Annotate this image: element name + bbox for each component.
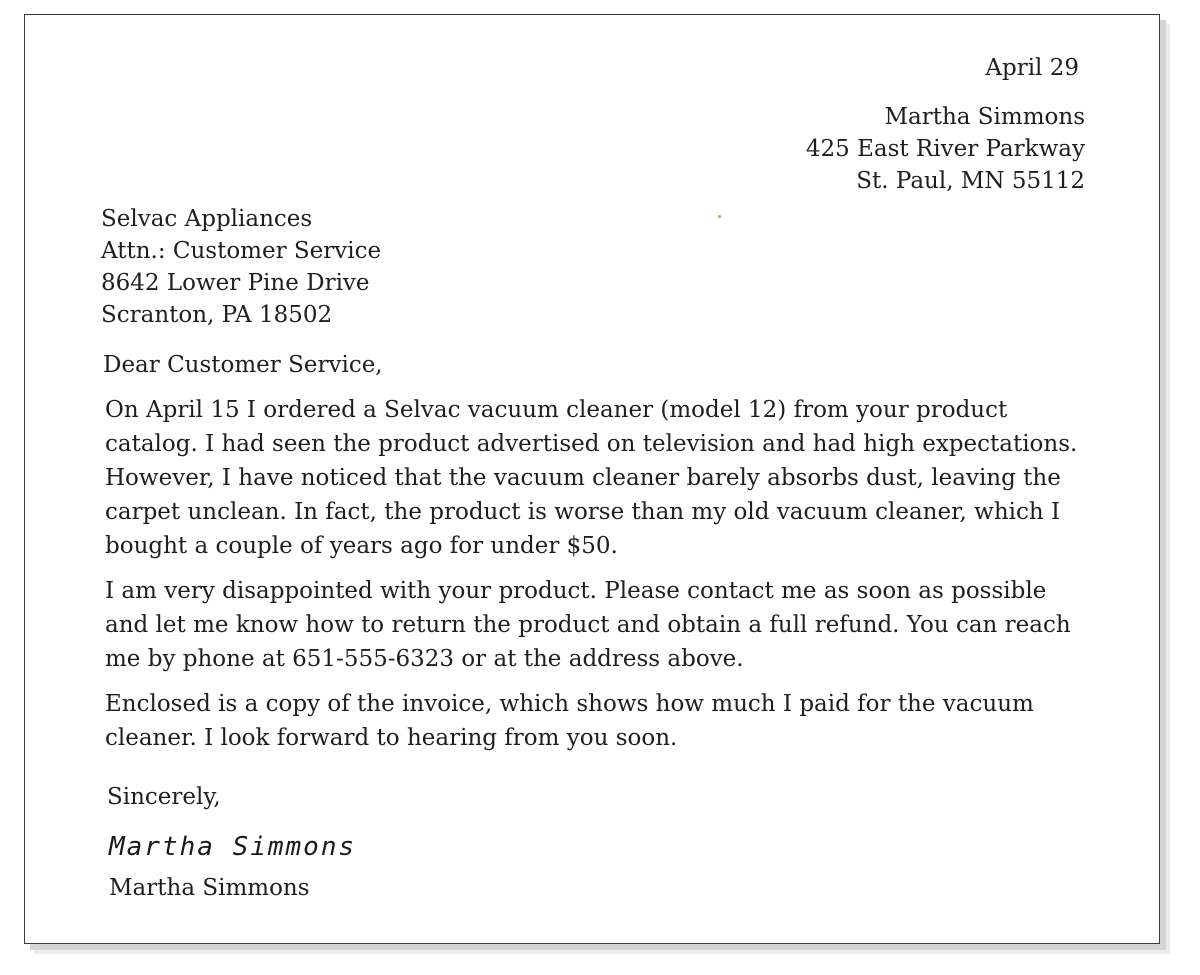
body-paragraph-3: Enclosed is a copy of the invoice, which shows how much I paid for the vacuum cleaner. I look forward to hearing from you soon. [105, 691, 1034, 751]
sender-name: Martha Simmons [884, 104, 1085, 130]
letter-sheet [24, 14, 1160, 944]
recipient-city-line: Scranton, PA 18502 [101, 302, 333, 328]
recipient-company: Selvac Appliances [101, 206, 313, 232]
closing: Sincerely, [107, 784, 221, 810]
recipient-street: 8642 Lower Pine Drive [101, 270, 370, 296]
paper-speck [718, 215, 721, 218]
salutation: Dear Customer Service, [103, 352, 383, 378]
sender-street: 425 East River Parkway [805, 136, 1085, 162]
signature-text: Martha Simmons [109, 832, 357, 862]
printed-name: Martha Simmons [109, 875, 310, 901]
body-paragraph-1: On April 15 I ordered a Selvac vacuum cleaner (model 12) from your product catalog. I had seen the product advertised on television and had high expectations. However, I have noticed that the vacuum cleaner barely absorbs dust, leaving the carpet unclean. In fact, the product is worse than my old vacuum cleaner, which I bought a couple of years ago for under $50. [105, 397, 1078, 559]
sender-city-line: St. Paul, MN 55112 [856, 168, 1085, 194]
handwritten-signature [107, 823, 437, 867]
sender-address [806, 101, 1085, 197]
recipient-attention: Attn.: Customer Service [101, 238, 382, 264]
body-paragraph-2: I am very disappointed with your product. Please contact me as soon as possible and let me know how to return the product and obtain a full refund. You can reach me by phone at 651-555-6323 or at the address above. [105, 578, 1071, 672]
letter-body [105, 393, 1090, 766]
letter-date: April 29 [985, 55, 1079, 81]
recipient-address [101, 203, 381, 331]
signature-graphic [107, 823, 437, 867]
